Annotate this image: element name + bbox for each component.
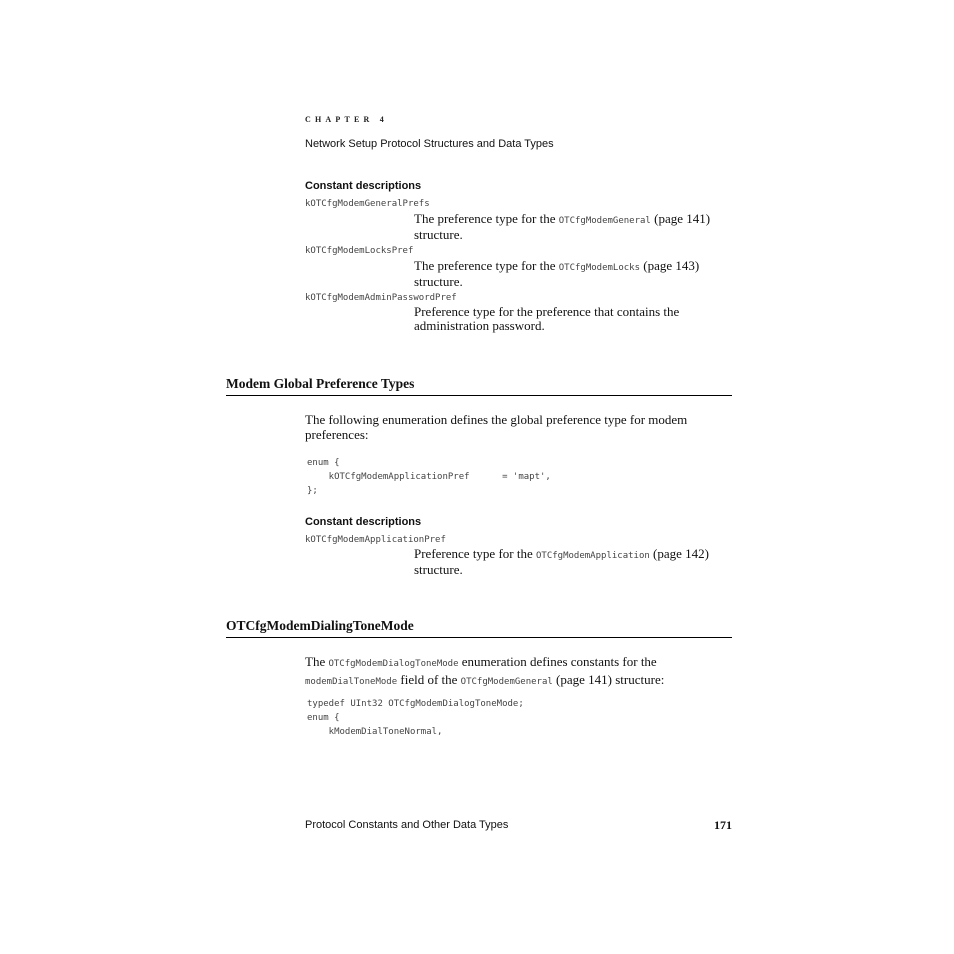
code-line: typedef UInt32 OTCfgModemDialogToneMode; xyxy=(307,699,524,709)
section-heading: OTCfgModemDialingToneMode xyxy=(226,618,732,638)
code-ref: OTCfgModemLocks xyxy=(558,263,641,273)
constant-descriptions-heading: Constant descriptions xyxy=(305,180,422,192)
code-line: kOTCfgModemApplicationPref = 'mapt', xyxy=(307,472,551,482)
constant-name: kOTCfgModemAdminPasswordPref xyxy=(305,293,457,303)
code-line: enum { xyxy=(307,458,340,468)
code-ref: OTCfgModemGeneral xyxy=(460,677,553,687)
footer-title: Protocol Constants and Other Data Types xyxy=(305,819,509,831)
code-ref: OTCfgModemDialogToneMode xyxy=(328,659,459,669)
page-number: 171 xyxy=(714,818,732,832)
constant-description: Preference type for the OTCfgModemApplication (page 142) structure. xyxy=(414,546,709,577)
constant-descriptions-heading: Constant descriptions xyxy=(305,516,422,528)
constant-description: Preference type for the preference that contains the administration password. xyxy=(414,304,680,333)
code-line: }; xyxy=(307,486,318,496)
constant-name: kOTCfgModemLocksPref xyxy=(305,246,414,256)
code-ref: modemDialToneMode xyxy=(305,677,398,687)
section-intro: The OTCfgModemDialogToneMode enumeration defines constants for the modemDialToneMode field of the OTCfgModemGeneral (page 141) structure: xyxy=(305,654,665,687)
chapter-label: CHAPTER 4 xyxy=(305,115,388,124)
running-title: Network Setup Protocol Structures and Data Types xyxy=(305,138,554,150)
constant-description: The preference type for the OTCfgModemGeneral (page 141) structure. xyxy=(414,211,711,242)
code-ref: OTCfgModemGeneral xyxy=(558,216,651,226)
code-line: kModemDialToneNormal, xyxy=(307,727,443,737)
code-line: enum { xyxy=(307,713,340,723)
section-intro: The following enumeration defines the global preference type for modem preferences: xyxy=(305,412,688,442)
section-heading: Modem Global Preference Types xyxy=(226,376,732,396)
constant-name: kOTCfgModemApplicationPref xyxy=(305,535,446,545)
constant-name: kOTCfgModemGeneralPrefs xyxy=(305,199,430,209)
constant-description: The preference type for the OTCfgModemLocks (page 143) structure. xyxy=(414,258,700,289)
code-ref: OTCfgModemApplication xyxy=(536,551,650,561)
